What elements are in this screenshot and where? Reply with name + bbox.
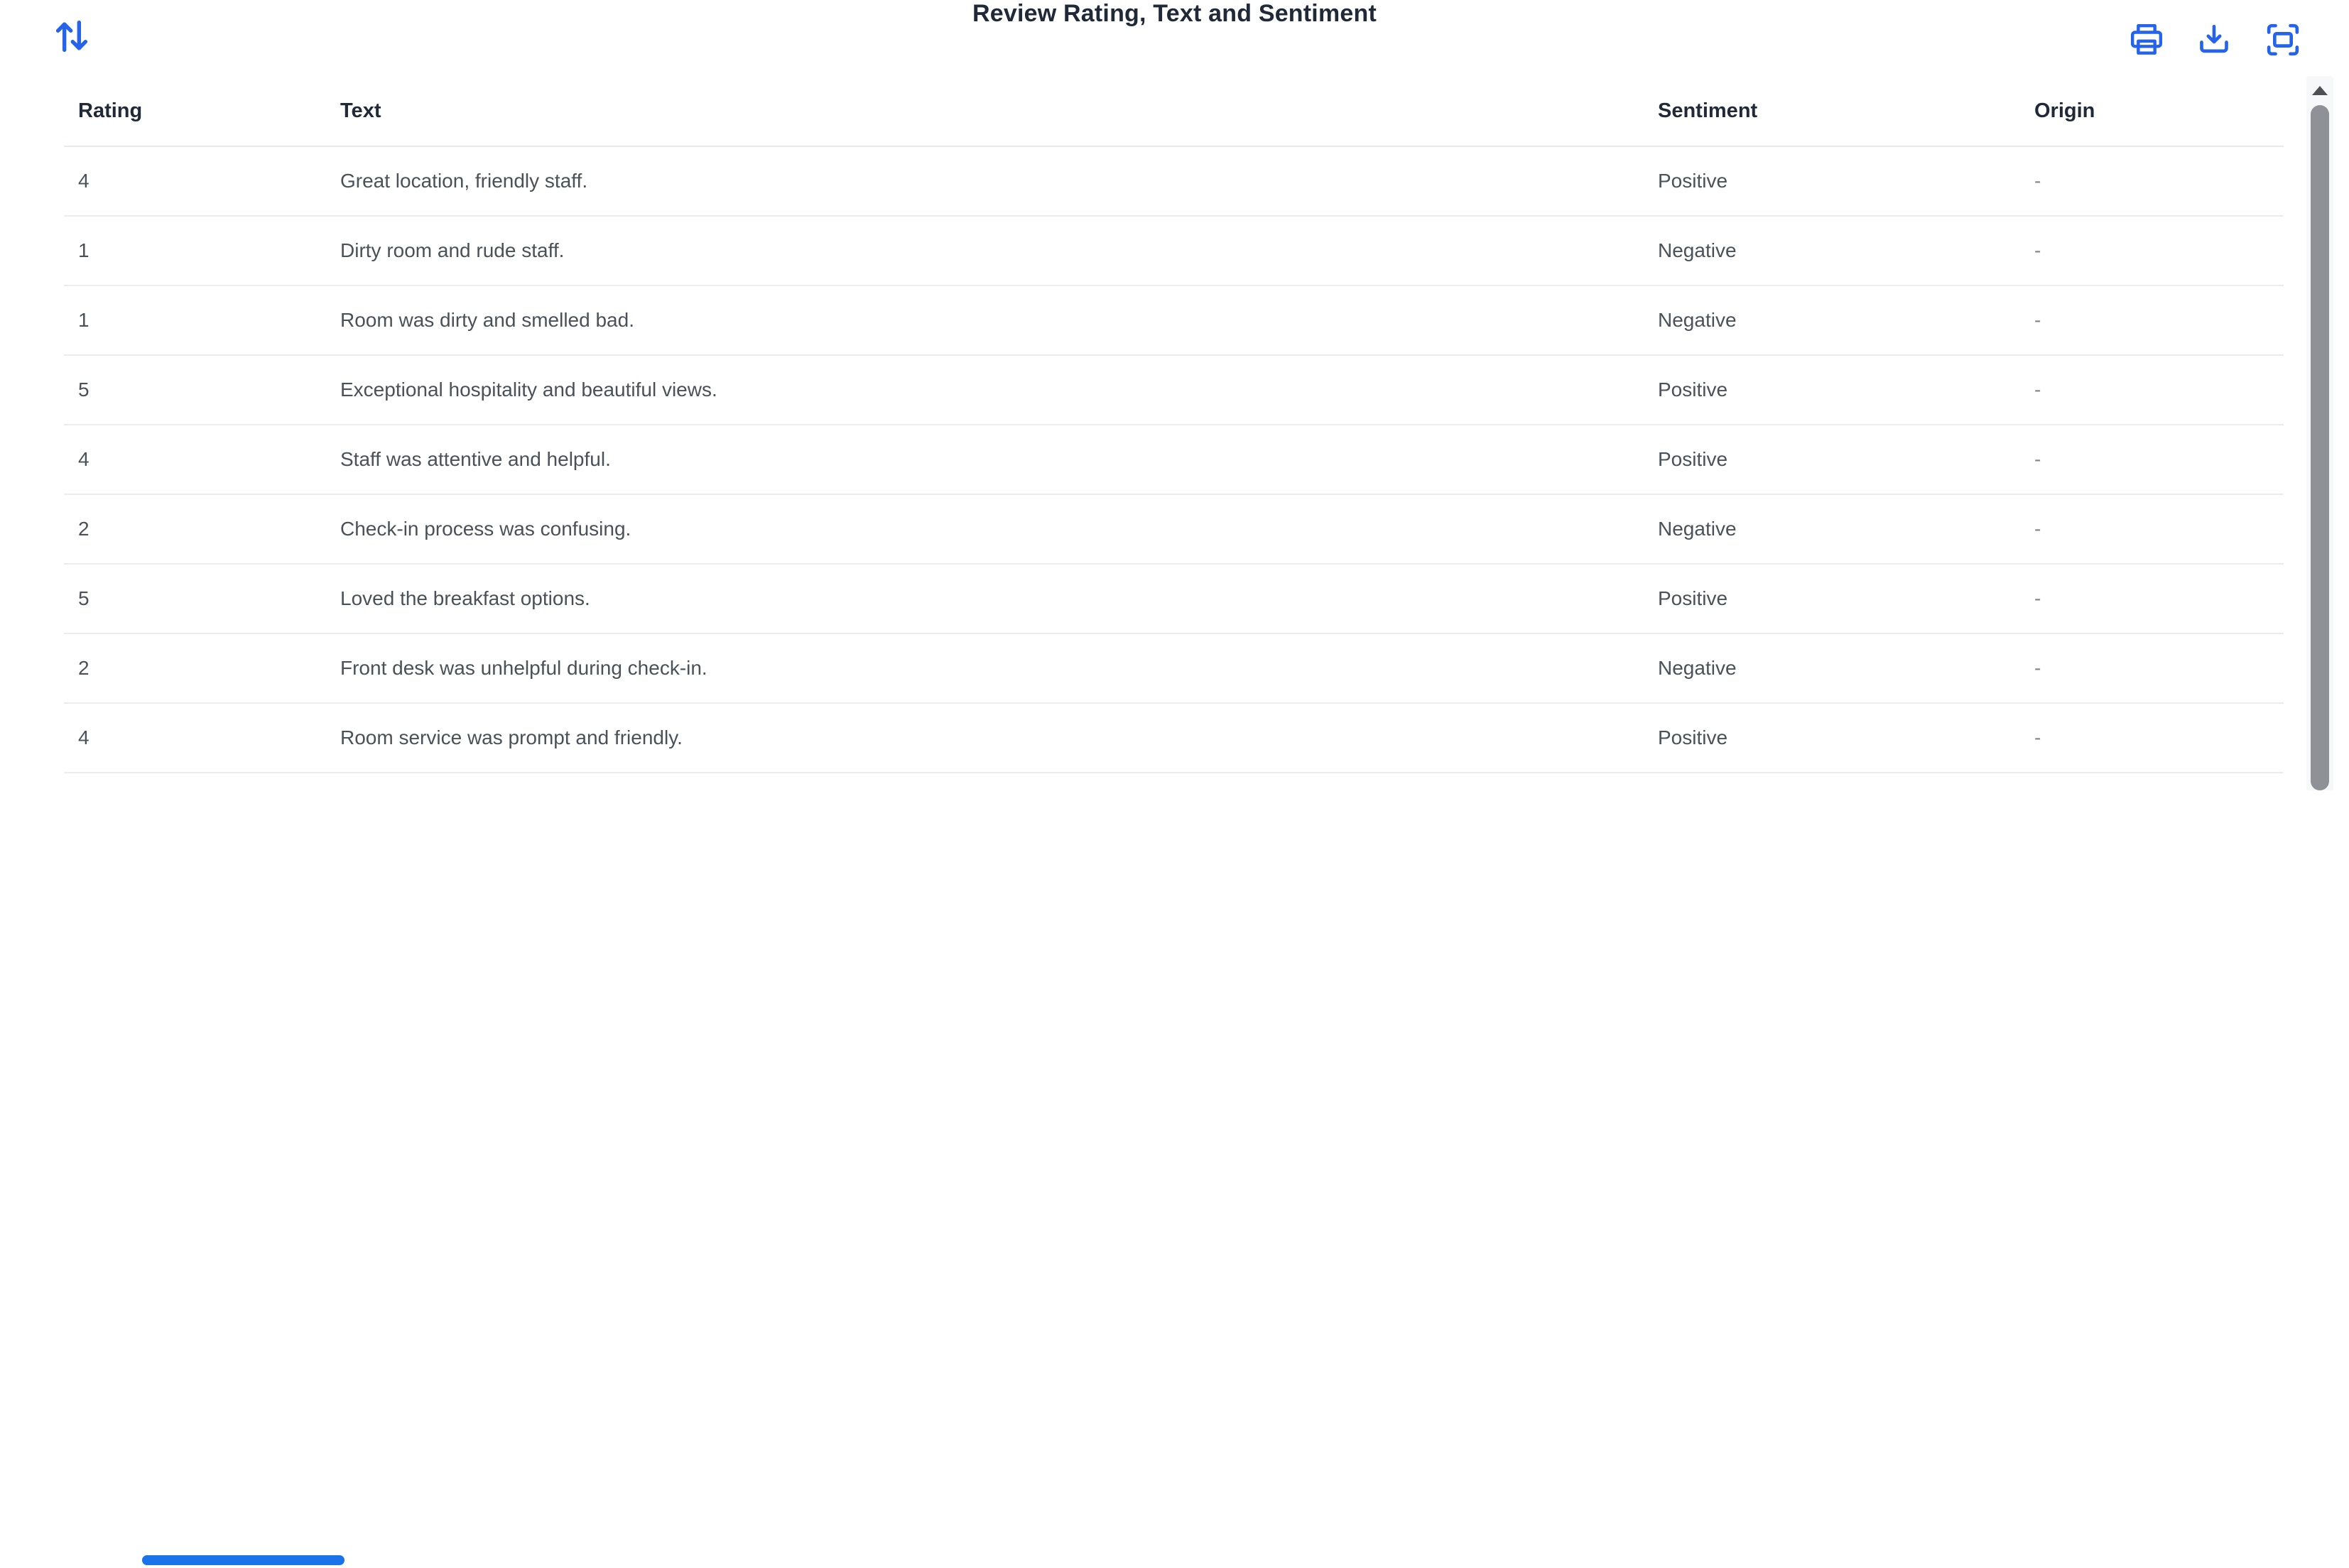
cell-sentiment: Negative xyxy=(1658,518,1737,540)
fullscreen-button[interactable] xyxy=(2263,20,2303,60)
cell-origin: - xyxy=(2034,657,2041,679)
table-row xyxy=(64,286,2284,356)
cell-sentiment: Positive xyxy=(1658,170,1728,192)
column-header-text[interactable]: Text xyxy=(340,99,381,122)
download-icon xyxy=(2194,20,2234,60)
vertical-scrollbar-thumb[interactable] xyxy=(2311,105,2329,790)
cell-origin: - xyxy=(2034,587,2041,609)
print-icon xyxy=(2127,20,2166,60)
cell-text: Loved the breakfast options. xyxy=(340,587,590,609)
cell-text: Great location, friendly staff. xyxy=(340,170,588,192)
table-row xyxy=(64,425,2284,495)
cell-text: Front desk was unhelpful during check-in. xyxy=(340,657,707,679)
cell-rating: 1 xyxy=(78,309,89,331)
cell-sentiment: Positive xyxy=(1658,448,1728,470)
cell-sentiment: Positive xyxy=(1658,587,1728,609)
cell-text: Exceptional hospitality and beautiful views. xyxy=(340,379,717,401)
cell-rating: 5 xyxy=(78,587,89,609)
table-body xyxy=(64,147,2284,773)
cell-origin: - xyxy=(2034,309,2041,331)
sort-vertical-icon xyxy=(50,14,94,58)
table-header-row xyxy=(64,76,2284,147)
fullscreen-icon xyxy=(2263,20,2303,60)
table-row xyxy=(64,356,2284,425)
cell-rating: 1 xyxy=(78,239,89,261)
cell-sentiment: Positive xyxy=(1658,379,1728,401)
column-header-rating[interactable]: Rating xyxy=(78,99,143,122)
cell-rating: 4 xyxy=(78,726,89,748)
cell-rating: 4 xyxy=(78,448,89,470)
cell-sentiment: Positive xyxy=(1658,726,1728,748)
table-row xyxy=(64,495,2284,565)
cell-rating: 2 xyxy=(78,518,89,540)
cell-origin: - xyxy=(2034,518,2041,540)
table-row xyxy=(64,634,2284,704)
cell-origin: - xyxy=(2034,170,2041,192)
cell-origin: - xyxy=(2034,379,2041,401)
table-row xyxy=(64,147,2284,217)
table-row xyxy=(64,565,2284,634)
cell-sentiment: Negative xyxy=(1658,657,1737,679)
review-table xyxy=(64,76,2284,773)
scroll-up-arrow-icon[interactable] xyxy=(2312,86,2328,95)
cell-origin: - xyxy=(2034,239,2041,261)
print-button[interactable] xyxy=(2127,20,2166,60)
sort-button[interactable] xyxy=(50,14,94,58)
cell-text: Room was dirty and smelled bad. xyxy=(340,309,634,331)
cell-text: Check-in process was confusing. xyxy=(340,518,631,540)
horizontal-scrollbar-thumb[interactable] xyxy=(142,1555,345,1565)
cell-text: Room service was prompt and friendly. xyxy=(340,726,683,748)
column-header-origin[interactable]: Origin xyxy=(2034,99,2095,122)
cell-sentiment: Negative xyxy=(1658,239,1737,261)
column-header-sentiment[interactable]: Sentiment xyxy=(1658,99,1758,122)
cell-rating: 4 xyxy=(78,170,89,192)
cell-rating: 5 xyxy=(78,379,89,401)
cell-origin: - xyxy=(2034,726,2041,748)
table-row xyxy=(64,217,2284,286)
download-button[interactable] xyxy=(2194,20,2234,60)
cell-text: Staff was attentive and helpful. xyxy=(340,448,611,470)
cell-origin: - xyxy=(2034,448,2041,470)
cell-sentiment: Negative xyxy=(1658,309,1737,331)
cell-text: Dirty room and rude staff. xyxy=(340,239,565,261)
table-row xyxy=(64,704,2284,773)
cell-rating: 2 xyxy=(78,657,89,679)
vertical-scrollbar[interactable] xyxy=(2306,76,2333,790)
page-title: Review Rating, Text and Sentiment xyxy=(972,0,1377,27)
